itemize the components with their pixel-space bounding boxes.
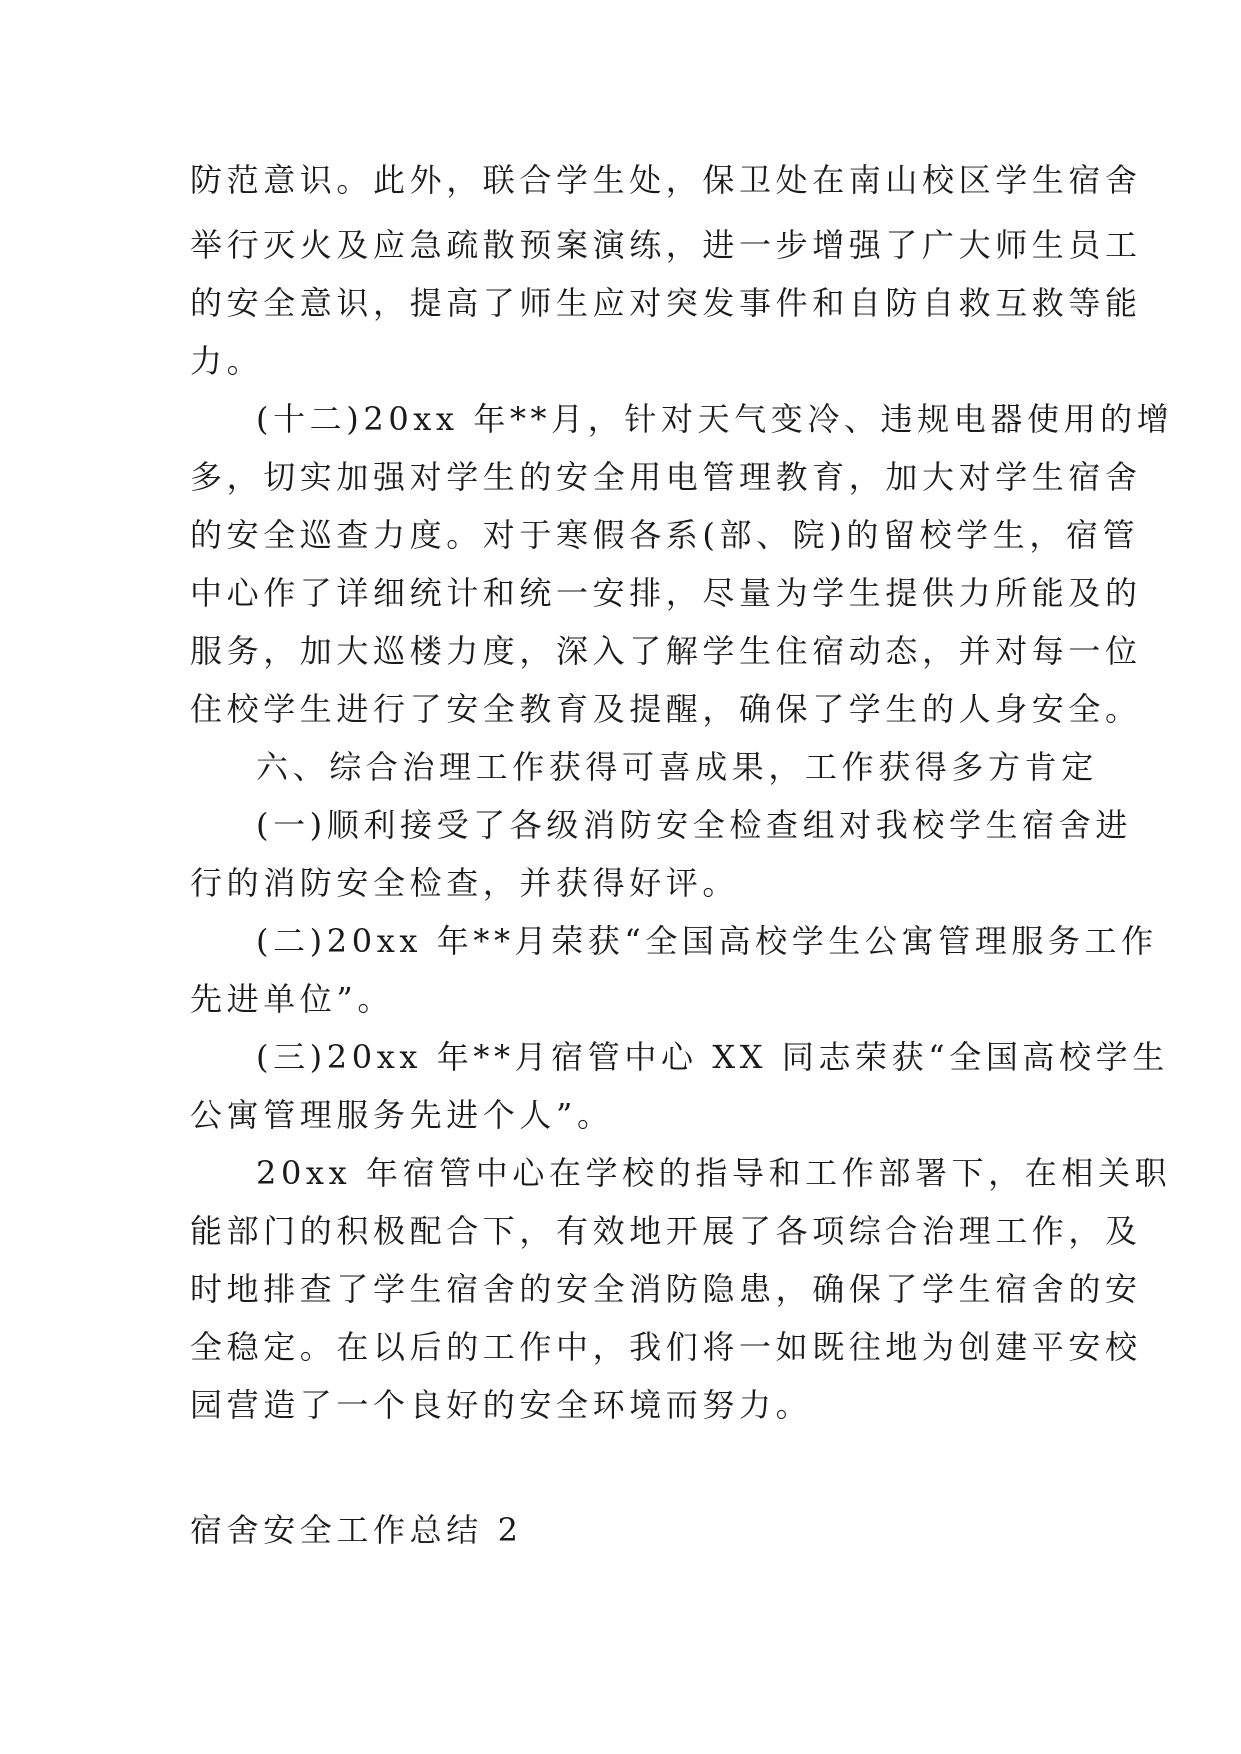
paragraph-line: 的安全巡查力度。对于寒假各系(部、院)的留校学生，宿管 xyxy=(190,516,1140,554)
paragraph-line: 公寓管理服务先进个人”。 xyxy=(190,1096,614,1134)
paragraph-line: 先进单位”。 xyxy=(190,980,394,1018)
paragraph-line: 能部门的积极配合下，有效地开展了各项综合治理工作，及 xyxy=(190,1212,1142,1250)
paragraph-line: 中心作了详细统计和统一安排，尽量为学生提供力所能及的 xyxy=(190,574,1142,612)
paragraph-line: 防范意识。此外，联合学生处，保卫处在南山校区学生宿舍 xyxy=(190,161,1142,199)
paragraph-line: 的安全意识，提高了师生应对突发事件和自防自救互救等能 xyxy=(190,284,1142,322)
paragraph-line: 20xx 年宿管中心在学校的指导和工作部署下，在相关职 xyxy=(256,1154,1172,1192)
paragraph-line: 举行灭火及应急疏散预案演练，进一步增强了广大师生员工 xyxy=(190,226,1142,264)
paragraph-line: (二)20xx 年**月荣获“全国高校学生公寓管理服务工作 xyxy=(256,922,1158,960)
paragraph-line: 全稳定。在以后的工作中，我们将一如既往地为创建平安校 xyxy=(190,1328,1142,1366)
paragraph-line: 力。 xyxy=(190,342,264,380)
paragraph-line: 时地排查了学生宿舍的安全消防隐患，确保了学生宿舍的安 xyxy=(190,1270,1142,1308)
section-heading: 六、综合治理工作获得可喜成果，工作获得多方肯定 xyxy=(256,748,1098,786)
paragraph-line: 行的消防安全检查，并获得好评。 xyxy=(190,864,740,902)
paragraph-line: 住校学生进行了安全教育及提醒，确保了学生的人身安全。 xyxy=(190,690,1142,728)
section-title: 宿舍安全工作总结 2 xyxy=(190,1511,523,1549)
paragraph-line: (一)顺利接受了各级消防安全检查组对我校学生宿舍进 xyxy=(256,806,1132,844)
paragraph-line: 服务，加大巡楼力度，深入了解学生住宿动态，并对每一位 xyxy=(190,632,1142,670)
paragraph-line: 多，切实加强对学生的安全用电管理教育，加大对学生宿舍 xyxy=(190,458,1142,496)
paragraph-line: 园营造了一个良好的安全环境而努力。 xyxy=(190,1386,813,1424)
paragraph-line: (十二)20xx 年**月，针对天气变冷、违规电器使用的增 xyxy=(256,400,1174,438)
paragraph-line: (三)20xx 年**月宿管中心 XX 同志荣获“全国高校学生 xyxy=(256,1038,1169,1076)
